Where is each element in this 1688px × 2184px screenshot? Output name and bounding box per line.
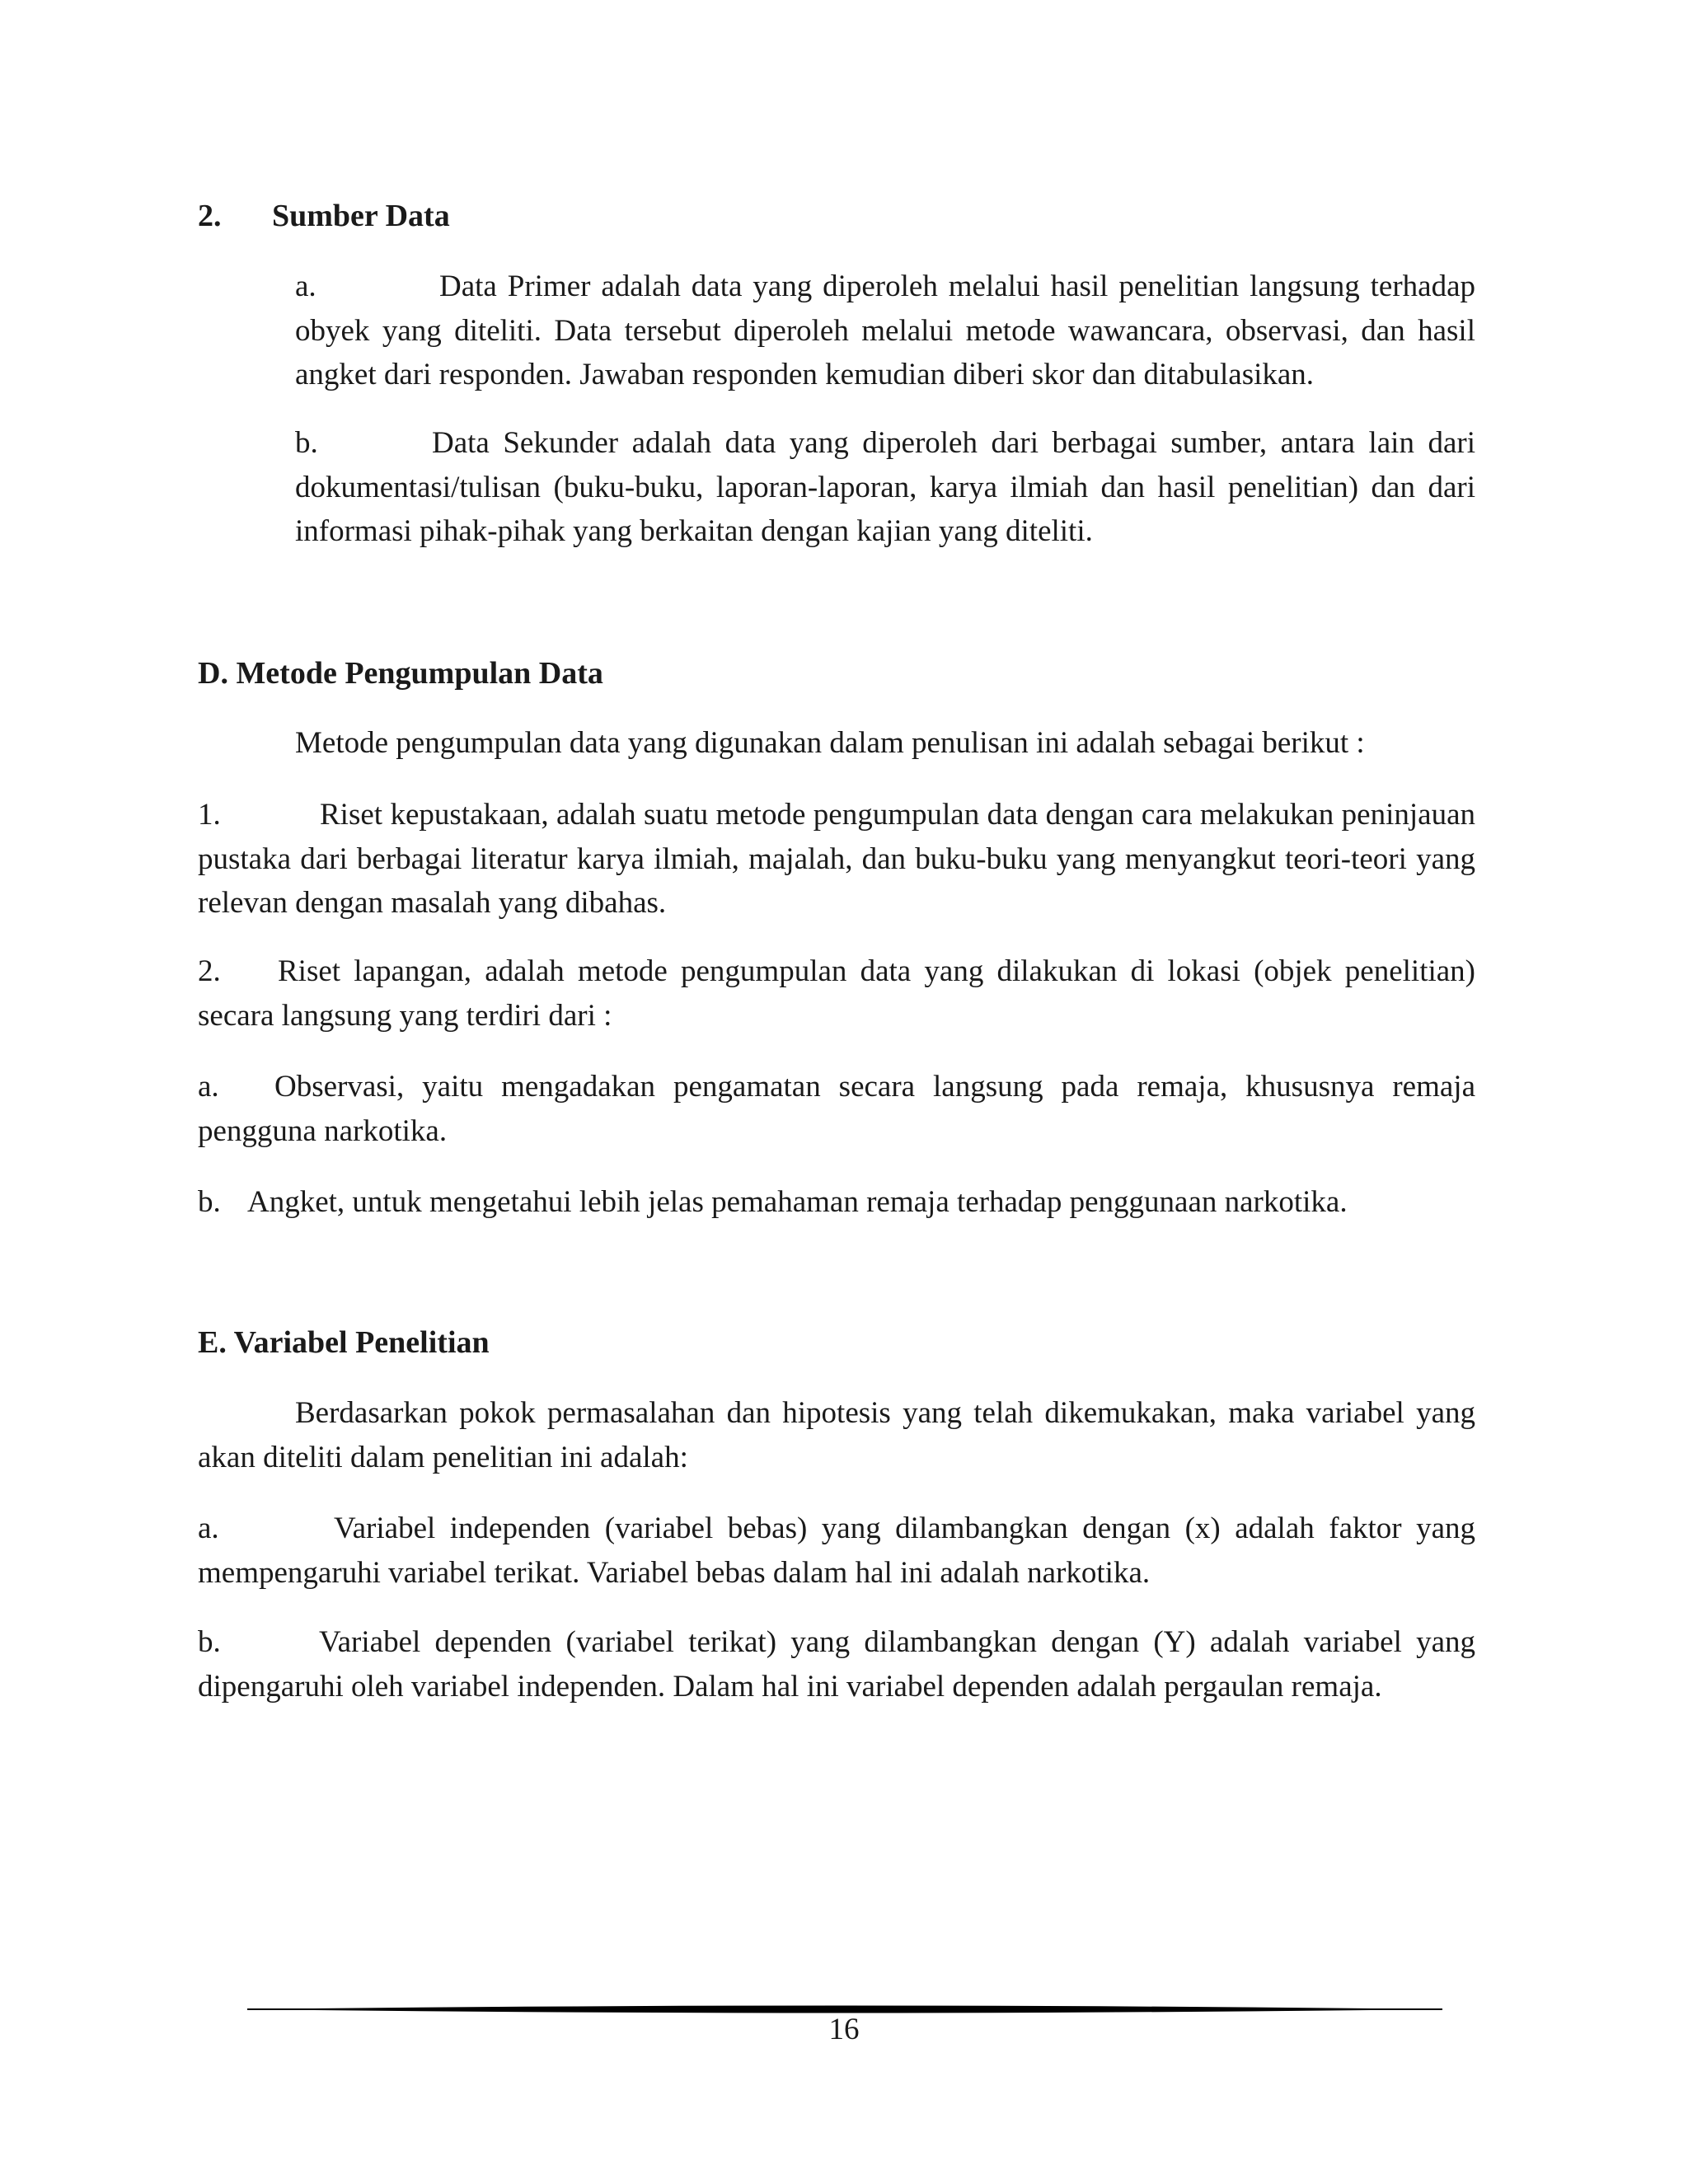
paragraph-data-sekunder [295,421,1475,554]
list-marker: 2. [198,954,221,988]
paragraph-data-primer [295,265,1475,397]
paragraph-text: Variabel independen (variabel bebas) yang dilambangkan dengan (x) adalah faktor yang mempengaruhi variabel terikat. Variabel bebas dalam hal ini adalah narkotika. [198,1511,1475,1590]
heading-title: E. Variabel Penelitian [198,1325,490,1360]
paragraph-variabel-dependen [198,1620,1475,1708]
paragraph-text: Riset kepustakaan, adalah suatu metode pengumpulan data dengan cara melakukan peninjauan pustaka dari berbagai literatur karya ilmiah, majalah, dan buku-buku yang menyangkut teori-teori yang relevan dengan masalah yang dibahas. [198,798,1475,920]
paragraph-text: Variabel dependen (variabel terikat) yang dilambangkan dengan (Y) adalah variabel yang dipengaruhi oleh variabel independen. Dalam hal ini variabel dependen adalah pergaulan remaja. [198,1625,1475,1704]
list-marker: a. [198,1070,219,1104]
list-marker: b. [198,1185,221,1219]
paragraph-text: Angket, untuk mengetahui lebih jelas pemahaman remaja terhadap penggunaan narkotika. [247,1185,1348,1219]
list-marker: a. [295,269,316,303]
paragraph-riset-kepustakaan [198,793,1475,926]
paragraph-angket [198,1180,1475,1225]
heading-metode-pengumpulan-data [198,651,603,696]
paragraph-text: Metode pengumpulan data yang digunakan dalam penulisan ini adalah sebagai berikut : [295,726,1365,760]
paragraph-observasi [198,1065,1475,1153]
paragraph-variabel-intro [198,1391,1475,1479]
list-marker: b. [295,426,318,460]
paragraph-variabel-independen [198,1507,1475,1595]
heading-variabel-penelitian [198,1320,490,1365]
paragraph-text: Observasi, yaitu mengadakan pengamatan secara langsung pada remaja, khususnya remaja pengguna narkotika. [198,1070,1475,1148]
list-marker: b. [198,1625,221,1659]
heading-title: D. Metode Pengumpulan Data [198,656,603,691]
list-marker: 1. [198,798,221,832]
page-number: 16 [828,2013,860,2046]
heading-sumber-data [198,194,450,238]
paragraph-metode-intro [295,721,1475,766]
list-marker: a. [198,1511,219,1545]
paragraph-text: Riset lapangan, adalah metode pengumpulan data yang dilakukan di lokasi (objek penelitian) secara langsung yang terdiri dari : [198,954,1475,1033]
paragraph-text: Data Sekunder adalah data yang diperoleh dari berbagai sumber, antara lain dari dokumentasi/tulisan (buku-buku, laporan-laporan, karya ilmiah dan hasil penelitian) dan dari informasi pihak-pihak yang berkaitan dengan kajian yang diteliti. [295,426,1475,548]
paragraph-text: Berdasarkan pokok permasalahan dan hipotesis yang telah dikemukakan, maka variabel yang akan diteliti dalam penelitian ini adalah: [198,1396,1475,1474]
heading-title: Sumber Data [272,199,450,233]
heading-number: 2. [198,199,222,233]
paragraph-riset-lapangan [198,949,1475,1038]
paragraph-text: Data Primer adalah data yang diperoleh melalui hasil penelitian langsung terhadap obyek yang diteliti. Data tersebut diperoleh melalui metode wawancara, observasi, dan hasil angket dari responden. Jawaban responden kemudian diberi skor dan ditabulasikan. [295,269,1475,391]
